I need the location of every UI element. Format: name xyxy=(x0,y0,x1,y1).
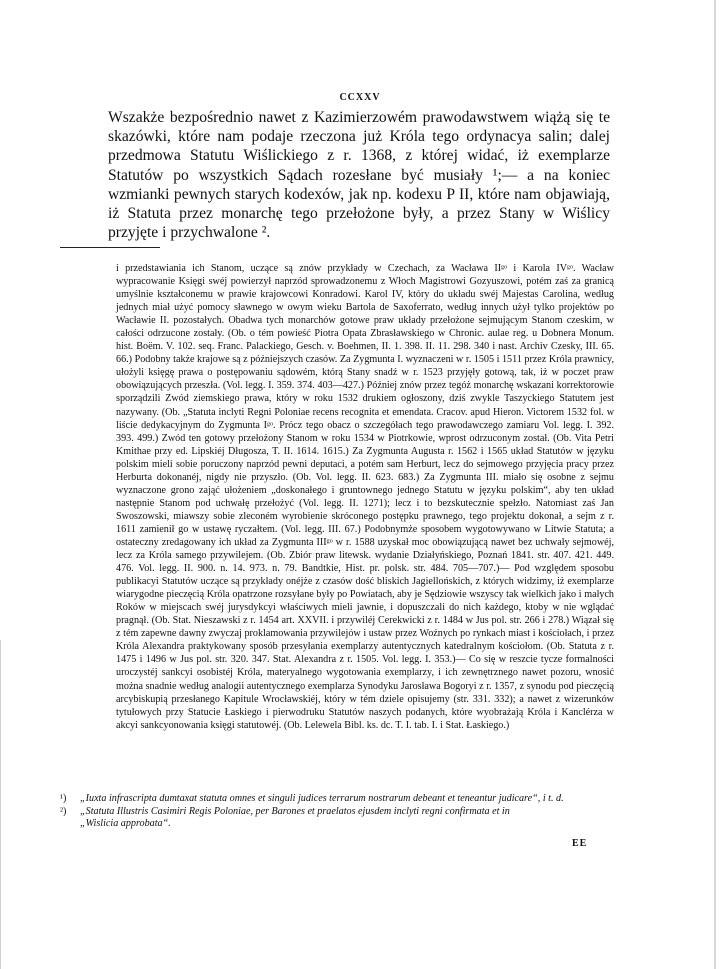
footnote-2-text: „Statuta Illustris Casimiri Regis Poloniae, per Barones et praelatos ejusdem inclyti regni confirmata et in xyxy=(80,806,510,817)
footnote-1 xyxy=(60,793,614,805)
main-text-block xyxy=(108,108,610,242)
footnote-1-text: „Iuxta infrascripta dumtaxat statuta omnes et singuli judices terrarum nostrarum debeant et teneantur judicare“, i t. d. xyxy=(80,793,564,804)
continued-footnote-text: i przedstawiania ich Stanom, uczące są znów przykłady w Czechach, za Wacława IIᵍᵒ i Karola IVᵍᵒ. Wacław wypracowanie Księgi swéj powierzył naprzód sprowadzonemu z Włoch Magistrowi Gozyuszowi, potém zaś za granicą umyślnie kształconemu w prawie krajowcowi Konradowi. Karol IV, który do układu swéj Majestas Carolina, według jednych miał użyć pomocy sławnego w owym wieku Bartola de Saxoferrato, według innych użył tylko projektów po Wacławie II. pozostałych. Obadwa tych monarchów gotowe praw układy przełożone sejmującym Stanom czeskim, w całości odrzucone zostały. (Ob. o tém powieść Piotra Opata Zbrasławskiego w Chronic. aulae reg. u Dobnera Monum. hist. Boëm. V. 102. seq. Franc. Palackiego, Gesch. v. Boehmen, II. 1. 398. II. 11. 298. 340 i nast. Archiv Czesky, III. 65. 66.) Podobny także krajowe są z późniejszych czasów. Za Zygmunta I. wyznaczeni w r. 1505 i 1511 przez Króla prawnicy, ułożyli księgę prawa o postępowaniu sądowém, którą Stany snadź w r. 1523 przyjęły gotową, tak, iż w poczet praw obowiązujących przeszła. (Vol. legg. I. 359. 374. 403—427.) Później znów przez tegóż monarchę wskazani korrektorowie sporządzili Zwód ziemskiego prawa, który w roku 1532 drukiem ogłoszony, dziś zwykle Taszyckiego Statutem jest nazywany. (Ob. „Statuta inclyti Regni Poloniae recens recognita et emendata. Cracov. apud Hieron. Victorem 1532 fol. w liście dedykacyjnym do Zygmunta Iᵍᵒ. Prócz tego obacz o szczegółach tego prawodawczego zamiaru Vol. legg. I. 392. 393. 499.) Zwód ten gotowy przełożony Stanom w roku 1534 w Piotrkowie, wprost odrzuconym został. (Ob. Vita Petri Kmithae przy ed. Lipskiéj Długosza, T. II. 1614. 1615.) Za Zygmunta Augusta r. 1562 i 1565 układ Statutów w języku polskim mieli sobie poruczony naprzód pewni deputaci, a potém sam Herburt, lecz do sejmowego przyjęcia pracy przez Herburta dokonanéj, nigdy nie przyszło. (Ob. Vol. legg. II. 623. 683.) Za Zygmunta III. miało się osobne z sejmu wyznaczone grono zająć ułożeniem „doskonałego i gruntownego jednego Statutu w języku polskim“, aby ten układ następnie Stanom pod uchwałę przełożyć (Vol. legg. II. 1271); lecz i to bezskutecznie spełzło. Natomiast zaś Jan Swoszowski, miawszy sobie zleconém wyrobienie skróconego postępku prawnego, tego projektu dokonał, a sejm z r. 1611 zamienił go w ustawę ryczałtem. (Vol. legg. III. 67.) Podobnymże sposobem wygotowywano w Litwie Statuta; a ostateczny zredagowany ich układ za Zygmunta IIIᵍᵒ w r. 1588 uzyskał moc obowiązującą nawet bez uchwały sejmowéj, lecz za Króla samego przywilejem. (Ob. Zbiór praw litewsk. wydanie Działyńskiego, Poznań 1841. str. 407. 421. 449. 476. Vol. legg. II. 900. n. 14. 973. n. 79. Bandtkie, Hist. pr. polsk. str. 484. 705—707.)— Pod względem sposobu publikacyi Statutów uczące są przykłady onéjże z czasów dość bliskich Jagiellońskich, z których widzimy, iż exemplarze wiarygodne pieczęcią Króla opatrzone rozsyłane były po Powiatach, aby je Sędziowie wszyscy tak wielkich jako i małych Roków w miejscach swéj jurysdykcyi właściwych mieli jawnie, i dopuszczali do nich każdego, ktoby w nie wglądać pragnął. (Ob. Stat. Nieszawski z r. 1454 art. XXVII. i przywiléj Cerekwicki z r. 1484 w Jus pol. str. 266 i 278.) Wiązał się z tém zapewne dawny zwyczaj proklamowania przywilejów i ustaw przez Woźnych po rynkach miast i kościołach, i przez Króla Alexandra praktykowany sposób przesyłania exemplarzy autentycznych katedralnym kościołom. (Ob. Statuta z r. 1475 i 1496 w Jus pol. str. 320. 347. Stat. Alexandra z r. 1505. Vol. legg. I. 353.)— Co się w reszcie tycze formalności uroczystéj sankcyi osobistéj Króla, materyalnego wygotowania exemplarzy, i ich zewnętrznego nawet pozoru, wnosić można snadnie według analogii autentycznego exemplarza Synodyku Jarosława Bogoryi z r. 1357, z synodu pod pieczęcią arcybiskupią przesłanego Kapitule Wrocławskiéj, który w tém dziele opisujemy (str. 331. 332); a nawet z wizerunków tytułowych przy Statucie Łaskiego i pierwodruku Statutów naszych podanych, które wyobrażają Króla i Kanclérza w akcyi sankcyonowania księgi statutowéj. (Ob. Lelewela Bibl. ks. dc. T. I. tab. I. i Stat. Łaskiego.) xyxy=(116,263,614,731)
page-number: CCXXV xyxy=(339,92,381,103)
printer-signature: EE xyxy=(572,838,588,849)
footnote-2-continuation xyxy=(80,818,614,830)
footnote-1-mark: ¹) xyxy=(60,793,67,804)
page-edge-left xyxy=(0,640,1,969)
continued-footnote xyxy=(116,262,614,732)
footnote-2-continuation-text: „Wislicia approbata“. xyxy=(80,818,171,829)
main-paragraph: Wszakże bezpośrednio nawet z Kazimierzowém prawodawstwem wiążą się te skazówki, które nam podaje rzeczona już Króla tego ordynacya salin; dalej przedmowa Statutu Wiślickiego z r. 1368, z której widać, iż exemplarze Statutów po wszystkich Sądach rozesłane być musiały ¹;— a na koniec wzmianki pewnych starych kodexów, jak np. kodexu P II, które nam objawiają, iż Statuta przez monarchę tego przełożone były, a przez Stany w Wiślicy przyjęte i przychwalone ². xyxy=(108,109,610,242)
page-edge-right xyxy=(714,0,716,969)
footnote-2-mark: ²) xyxy=(60,806,67,817)
footnote-rule xyxy=(60,247,160,248)
footnote-2 xyxy=(60,806,614,818)
